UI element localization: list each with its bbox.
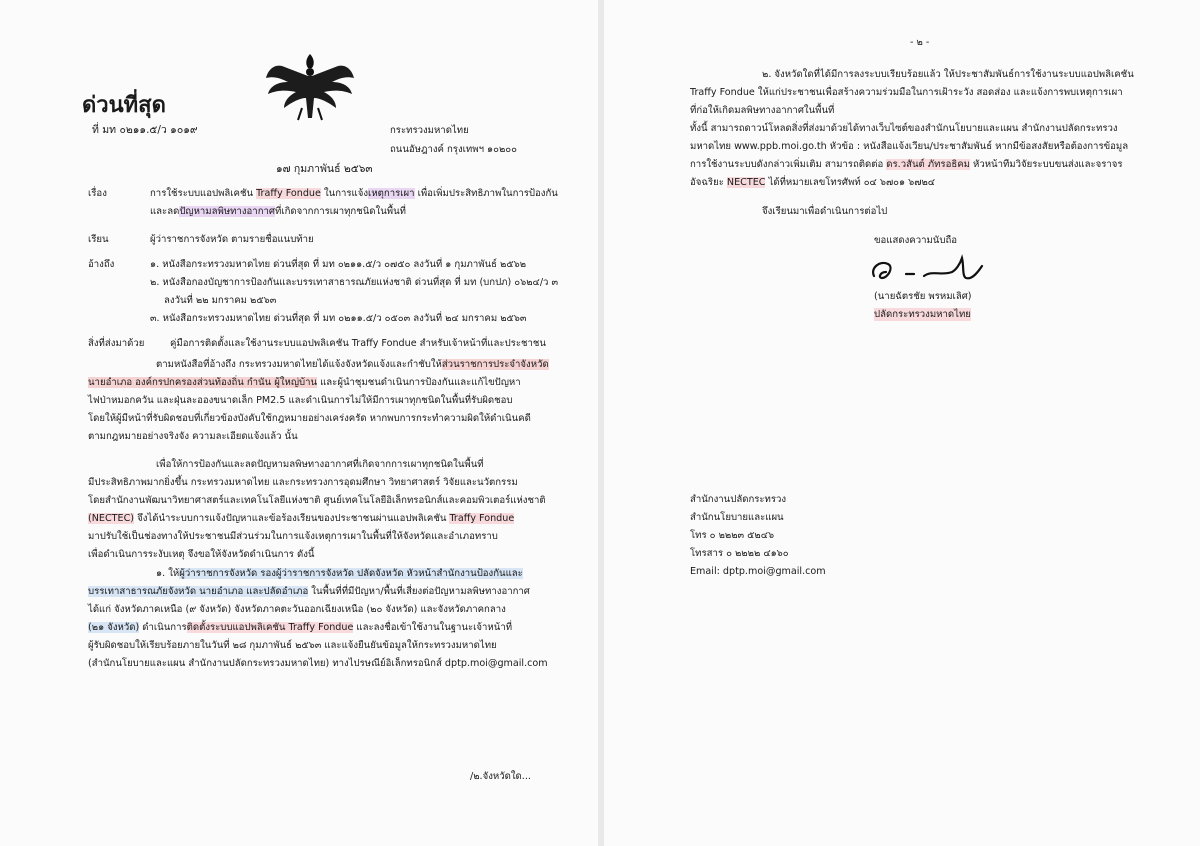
item2-line-1: ๒. จังหวัดใดที่ได้มีการลงระบบเรียบร้อยแล้ว ให้ประชาสัมพันธ์การใช้งานระบบแอปพลิเคชัน	[762, 69, 1134, 80]
letter-date: ๑๗ กุมภาพันธ์ ๒๕๖๓	[276, 163, 373, 175]
office-line-2: สำนักนโยบายและแผน	[690, 512, 784, 523]
office-line-1: สำนักงานปลัดกระทรวง	[690, 494, 787, 505]
subject-line-1: การใช้ระบบแอปพลิเคชัน Traffy Fondue ในการแจ้งเหตุการเผา เพื่อเพิ่มประสิทธิภาพในการป้องกัน	[150, 188, 558, 199]
para3-line-1: ๑. ให้ผู้ว่าราชการจังหวัด รองผู้ว่าราชการจังหวัด ปลัดจังหวัด หัวหน้าสำนักงานป้องกันและ	[156, 568, 523, 579]
para2-line-1: เพื่อให้การป้องกันและลดปัญหามลพิษทางอากาศที่เกิดจากการเผาทุกชนิดในพื้นที่	[156, 459, 484, 470]
reference-1: ๑. หนังสือกระทรวงมหาดไทย ด่วนที่สุด ที่ มท ๐๒๑๑.๕/ว ๐๗๕๐ ลงวันที่ ๑ กุมภาพันธ์ ๒๕๖๒	[150, 259, 527, 270]
letter-page-1	[0, 0, 598, 846]
item2-line-2: Traffy Fondue ให้แก่ประชาชนเพื่อสร้างความร่วมมือในการเฝ้าระวัง สอดส่อง และแจ้งการพบเหตุการเผา	[690, 87, 1123, 98]
to-label: เรียน	[88, 234, 109, 245]
letter-page-2	[604, 0, 1200, 846]
para2-line-2: มีประสิทธิภาพมากยิ่งขึ้น กระทรวงมหาดไทย และกระทรวงการอุดมศึกษา วิทยาศาสตร์ วิจัยและนวัตกรรม	[88, 477, 518, 488]
reference-2: ๒. หนังสือกองบัญชาการป้องกันและบรรเทาสาธารณภัยแห่งชาติ ด่วนที่สุด ที่ มท (บกปภ) ๐๖๒๔/ว ๓	[150, 277, 559, 288]
item2-line-6: การใช้งานระบบดังกล่าวเพิ่มเติม สามารถติดต่อ ดร.วสันต์ ภัทรอธิคม หัวหน้าทีมวิจัยระบบขนส่งและจราจร	[690, 159, 1123, 170]
para3-line-3: ได้แก่ จังหวัดภาคเหนือ (๙ จังหวัด) จังหวัดภาคตะวันออกเฉียงเหนือ (๒๐ จังหวัด) และจังหวัดภาคกลาง	[88, 604, 506, 615]
item2-line-4: ทั้งนี้ สามารถดาวน์โหลดสิ่งที่ส่งมาด้วยได้ทางเว็บไซต์ของสำนักนโยบายและแผน สำนักงานปลัดกระทรวง	[690, 123, 1118, 134]
para1-line-5: ตามกฎหมายอย่างจริงจัง ความละเอียดแจ้งแล้ว นั้น	[88, 431, 298, 442]
para1-line-3: ไฟป่าหมอกควัน และฝุ่นละอองขนาดเล็ก PM2.5 และดำเนินการไม่ให้มีการเผาทุกชนิดในพื้นที่รับผิดชอบ	[88, 395, 513, 406]
subject-line-2: และลดปัญหามลพิษทางอากาศที่เกิดจากการเผาทุกชนิดในพื้นที่	[150, 206, 406, 217]
enclosure-label: สิ่งที่ส่งมาด้วย	[88, 338, 145, 349]
item2-line-5: มหาดไทย www.ppb.moi.go.th หัวข้อ : หนังสือแจ้งเวียน/ประชาสัมพันธ์ หากมีข้อสงสัยหรือต้องการข้อมูล	[690, 141, 1129, 152]
signature	[862, 254, 992, 288]
para2-line-6: เพื่อดำเนินการระงับเหตุ จึงขอให้จังหวัดดำเนินการ ดังนี้	[88, 549, 315, 560]
urgency-label: ด่วนที่สุด	[82, 92, 166, 118]
para3-line-2: บรรเทาสาธารณภัยจังหวัด นายอำเภอ และปลัดอำเภอ ในพื้นที่ที่มีปัญหา/พื้นที่เสี่ยงต่อปัญหามลพิษทางอากาศ	[88, 586, 530, 597]
para1-line-2: นายอำเภอ องค์กรปกครองส่วนท้องถิ่น กำนัน ผู้ใหญ่บ้าน และผู้นำชุมชนดำเนินการป้องกันและแก้ไขปัญหา	[88, 377, 521, 388]
page-number: - ๒ -	[910, 37, 930, 48]
request-text: จึงเรียนมาเพื่อดำเนินการต่อไป	[762, 206, 888, 217]
para3-line-5: ผู้รับผิดชอบให้เรียบร้อยภายในวันที่ ๒๘ กุมภาพันธ์ ๒๕๖๓ และแจ้งยืนยันข้อมูลให้กระทรวงมหาดไทย	[88, 640, 497, 651]
para3-line-6: (สำนักนโยบายและแผน สำนักงานปลัดกระทรวงมหาดไทย) ทางไปรษณีย์อิเล็กทรอนิกส์ dptp.moi@gmail.com	[88, 658, 548, 669]
office-fax: โทรสาร ๐ ๒๒๒๒ ๔๑๖๐	[690, 548, 789, 559]
ministry-address: ถนนอัษฎางค์ กรุงเทพฯ ๑๐๒๐๐	[390, 144, 517, 155]
reference-2-date: ลงวันที่ ๒๒ มกราคม ๒๕๖๓	[164, 295, 277, 306]
signer-name: (นายฉัตรชัย พรหมเลิศ)	[874, 291, 972, 302]
para2-line-3: โดยสำนักงานพัฒนาวิทยาศาสตร์และเทคโนโลยีแห่งชาติ ศูนย์เทคโนโลยีอิเล็กทรอนิกส์และคอมพิวเตอร์แห่งชาติ	[88, 495, 546, 506]
para1-line-1: ตามหนังสือที่อ้างถึง กระทรวงมหาดไทยได้แจ้งจังหวัดแจ้งและกำชับให้ส่วนราชการประจำจังหวัด	[156, 359, 549, 370]
para2-line-4: (NECTEC) จึงได้นำระบบการแจ้งปัญหาและข้อร้องเรียนของประชาชนผ่านแอปพลิเคชัน Traffy Fondue	[88, 513, 515, 524]
ministry-name: กระทรวงมหาดไทย	[390, 125, 469, 136]
closing-text: ขอแสดงความนับถือ	[874, 235, 958, 246]
continue-marker: /๒.จังหวัดใด...	[470, 771, 531, 782]
reference-3: ๓. หนังสือกระทรวงมหาดไทย ด่วนที่สุด ที่ มท ๐๒๑๑.๕/ว ๐๕๐๓ ลงวันที่ ๒๔ มกราคม ๒๕๖๓	[150, 313, 527, 324]
document-number: ที่ มท ๐๒๑๑.๕/ว ๑๐๑๙	[92, 124, 198, 136]
item2-line-7: อัจฉริยะ NECTEC ได้ที่หมายเลขโทรศัพท์ ๐๔ ๖๗๐๑ ๖๗๒๔	[690, 177, 936, 188]
office-email[interactable]: Email: dptp.moi@gmail.com	[690, 566, 826, 577]
para3-line-4: (๒๑ จังหวัด) ดำเนินการติดตั้งระบบแอปพลิเคชัน Traffy Fondue และลงชื่อเข้าใช้งานในฐานะเจ้าหน้าที่	[88, 622, 513, 633]
to-recipients: ผู้ว่าราชการจังหวัด ตามรายชื่อแนบท้าย	[150, 234, 314, 245]
garuda-emblem	[262, 48, 358, 122]
office-tel: โทร ๐ ๒๒๒๓ ๕๒๔๖	[690, 530, 775, 541]
enclosure-text: คู่มือการติดตั้งและใช้งานระบบแอปพลิเคชัน Traffy Fondue สำหรับเจ้าหน้าที่และประชาชน	[170, 338, 546, 349]
item2-line-3: ที่ก่อให้เกิดมลพิษทางอากาศในพื้นที่	[690, 105, 835, 116]
para2-line-5: มาปรับใช้เป็นช่องทางให้ประชาชนมีส่วนร่วมในการแจ้งเหตุการเผาในพื้นที่ให้จังหวัดและอำเภอทราบ	[88, 531, 498, 542]
subject-label: เรื่อง	[88, 188, 107, 199]
para1-line-4: โดยให้ผู้มีหน้าที่รับผิดชอบที่เกี่ยวข้องบังคับใช้กฎหมายอย่างเคร่งครัด หากพบการกระทำความผิดให้ดำเนินคดี	[88, 413, 531, 424]
signer-position: ปลัดกระทรวงมหาดไทย	[874, 309, 971, 320]
reference-label: อ้างถึง	[88, 259, 115, 270]
